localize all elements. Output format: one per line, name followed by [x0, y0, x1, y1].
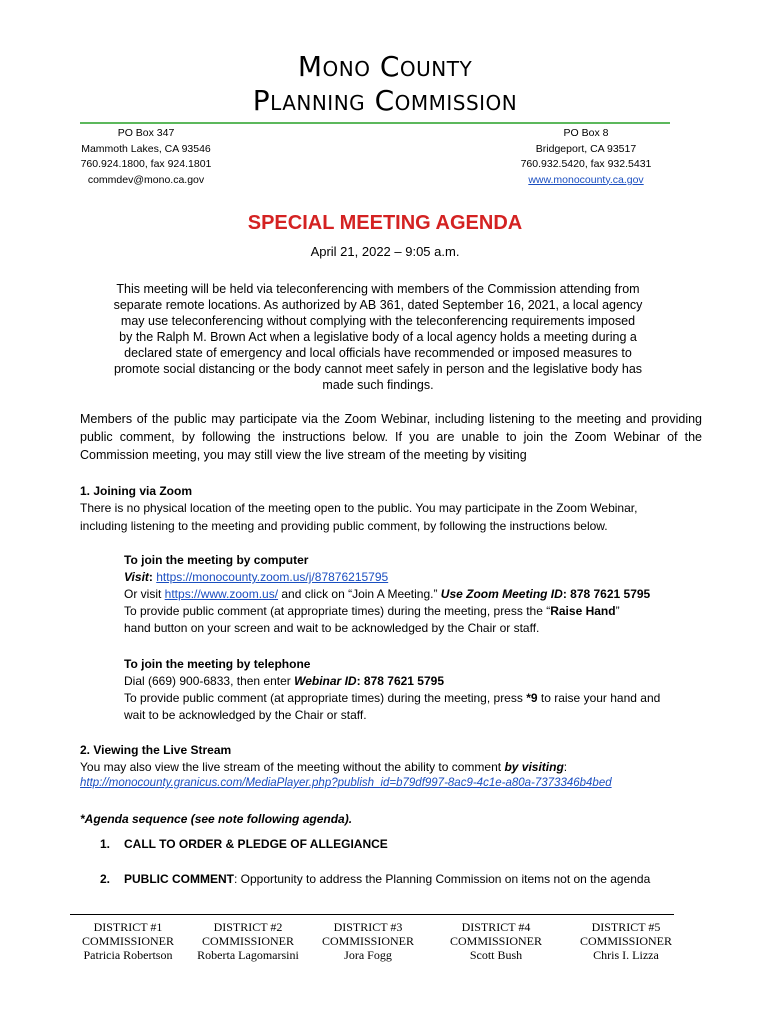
- meeting-id-label: Use Zoom Meeting ID: [440, 587, 563, 601]
- notice-line: may use teleconferencing without complying with the teleconferencing requirements imposed: [120, 314, 636, 328]
- public-participation-paragraph: Members of the public may participate via the Zoom Webinar, including listening to the meeting and providing public comment, by following the instructions below. If you are unable to join the Zoom Webinar of the Commission meeting, you may still view the live stream of the meeting by visiting: [80, 412, 702, 462]
- live-stream-pre: You may also view the live stream of the meeting without the ability to comment: [80, 760, 505, 774]
- address-line: PO Box 8: [563, 127, 609, 139]
- computer-comment-line2: hand button on your screen and wait to be acknowledged by the Chair or staff.: [124, 621, 540, 635]
- notice-line: This meeting will be held via teleconferencing with members of the Commission attending from: [116, 282, 640, 296]
- district-label: DISTRICT #4: [461, 920, 531, 934]
- agenda-sequence-note: *Agenda sequence (see note following agenda).: [80, 812, 353, 826]
- role-label: COMMISSIONER: [449, 934, 542, 948]
- footer-divider: [70, 914, 674, 915]
- district-5-commissioner: [566, 920, 686, 962]
- district-3-commissioner: [308, 920, 428, 962]
- agenda-item-call-to-order: [100, 837, 388, 851]
- click-join-text: and click on “Join A Meeting.”: [278, 587, 441, 601]
- role-label: COMMISSIONER: [81, 934, 174, 948]
- item-label: CALL TO ORDER & PLEDGE OF ALLEGIANCE: [124, 837, 388, 851]
- district-label: DISTRICT #2: [213, 920, 283, 934]
- agenda-item-public-comment: [100, 872, 650, 886]
- commissioner-name: Chris I. Lizza: [593, 948, 659, 962]
- district-4-commissioner: [436, 920, 556, 962]
- header-divider: [80, 122, 670, 124]
- live-stream-text: [80, 759, 700, 777]
- or-visit-text: Or visit: [124, 587, 165, 601]
- notice-line: made such findings.: [322, 378, 434, 392]
- item-description: : Opportunity to address the Planning Commission on items not on the agenda: [234, 872, 651, 886]
- notice-line: promote social distancing or the body cannot meet safely in person and the legislative body has: [113, 362, 643, 376]
- by-visiting: by visiting: [504, 760, 564, 774]
- district-label: DISTRICT #1: [93, 920, 163, 934]
- zoom-meeting-link[interactable]: https://monocounty.zoom.us/j/87876215795: [156, 570, 389, 584]
- dial-line: [124, 673, 704, 691]
- section-joining-zoom-text: There is no physical location of the meeting open to the public. You may participate in the Zoom Webinar, including listening to the meeting and providing public comment, by following the instructions below.: [80, 501, 638, 533]
- telephone-join-heading: To join the meeting by telephone: [124, 657, 311, 671]
- section-live-stream-heading: 2. Viewing the Live Stream: [80, 743, 232, 757]
- address-line: Bridgeport, CA 93517: [535, 142, 637, 155]
- computer-comment-text: To provide public comment (at appropriate times) during the meeting, press the “: [124, 604, 551, 618]
- district-label: DISTRICT #5: [591, 920, 661, 934]
- phone-comment-text: To provide public comment (at appropriate times) during the meeting, press: [124, 691, 527, 705]
- webinar-id-value: : 878 7621 5795: [356, 674, 444, 688]
- meeting-date: April 21, 2022 – 9:05 a.m.: [310, 244, 460, 259]
- quote-close: ”: [615, 604, 620, 618]
- phone-comment-line: [124, 690, 704, 708]
- computer-comment-line: [124, 603, 704, 621]
- notice-line: declared state of emergency and local officials have recommended or imposed measures to: [124, 346, 632, 360]
- district-label: DISTRICT #3: [333, 920, 403, 934]
- webinar-id-label: Webinar ID: [294, 674, 357, 688]
- role-label: COMMISSIONER: [579, 934, 672, 948]
- star-nine: *9: [526, 691, 538, 705]
- mammoth-office-address: [80, 126, 212, 188]
- item-number: 2.: [100, 872, 111, 886]
- address-line: 760.924.1800, fax 924.1801: [80, 158, 212, 170]
- phone-comment-line2: wait to be acknowledged by the Chair or staff.: [124, 708, 367, 722]
- item-number: 1.: [100, 837, 111, 851]
- bridgeport-office-address: [520, 126, 652, 188]
- dial-text: Dial (669) 900-6833, then enter: [124, 674, 295, 688]
- phone-comment-post: to raise your hand and: [537, 691, 661, 705]
- live-stream-link[interactable]: http://monocounty.granicus.com/MediaPlayer.php?publish_id=b79df997-8ac9-4c1e-a80a-7373346b4bed: [80, 777, 612, 789]
- raise-hand-label: Raise Hand: [550, 604, 616, 618]
- district-1-commissioner: [68, 920, 188, 962]
- address-line: 760.932.5420, fax 932.5431: [520, 158, 652, 170]
- commissioner-name: Scott Bush: [469, 948, 523, 962]
- address-line: PO Box 347: [117, 127, 175, 139]
- visit-label: Visit: [124, 570, 149, 584]
- agenda-title: SPECIAL MEETING AGENDA: [247, 212, 523, 234]
- address-line: Mammoth Lakes, CA 93546: [81, 142, 211, 155]
- org-title-line2: Planning Commission: [252, 84, 518, 117]
- org-title-line1: Mono County: [297, 50, 473, 83]
- website-link[interactable]: www.monocounty.ca.gov: [528, 173, 644, 186]
- role-label: COMMISSIONER: [201, 934, 294, 948]
- meeting-id-value: : 878 7621 5795: [562, 587, 651, 601]
- role-label: COMMISSIONER: [321, 934, 414, 948]
- commissioner-name: Jora Fogg: [344, 948, 392, 962]
- item-label: PUBLIC COMMENT: [124, 872, 234, 886]
- visit-line: Visit: https://monocounty.zoom.us/j/87876215795: [124, 570, 389, 584]
- computer-join-heading: To join the meeting by computer: [124, 553, 309, 567]
- district-2-commissioner: [188, 920, 308, 962]
- notice-line: by the Ralph M. Brown Act when a legislative body of a local agency holds a meeting during a: [119, 330, 637, 344]
- teleconference-notice: [88, 281, 668, 393]
- zoom-site-link[interactable]: https://www.zoom.us/: [164, 587, 279, 601]
- email-address: commdev@mono.ca.gov: [87, 173, 205, 186]
- commissioner-name: Patricia Robertson: [83, 948, 173, 962]
- live-stream-post: :: [563, 760, 568, 774]
- notice-line: separate remote locations. As authorized by AB 361, dated September 16, 2021, a local agency: [113, 298, 643, 312]
- commissioner-name: Roberta Lagomarsini: [197, 948, 299, 962]
- section-joining-zoom-heading: 1. Joining via Zoom: [80, 484, 193, 498]
- or-visit-line: [124, 586, 704, 604]
